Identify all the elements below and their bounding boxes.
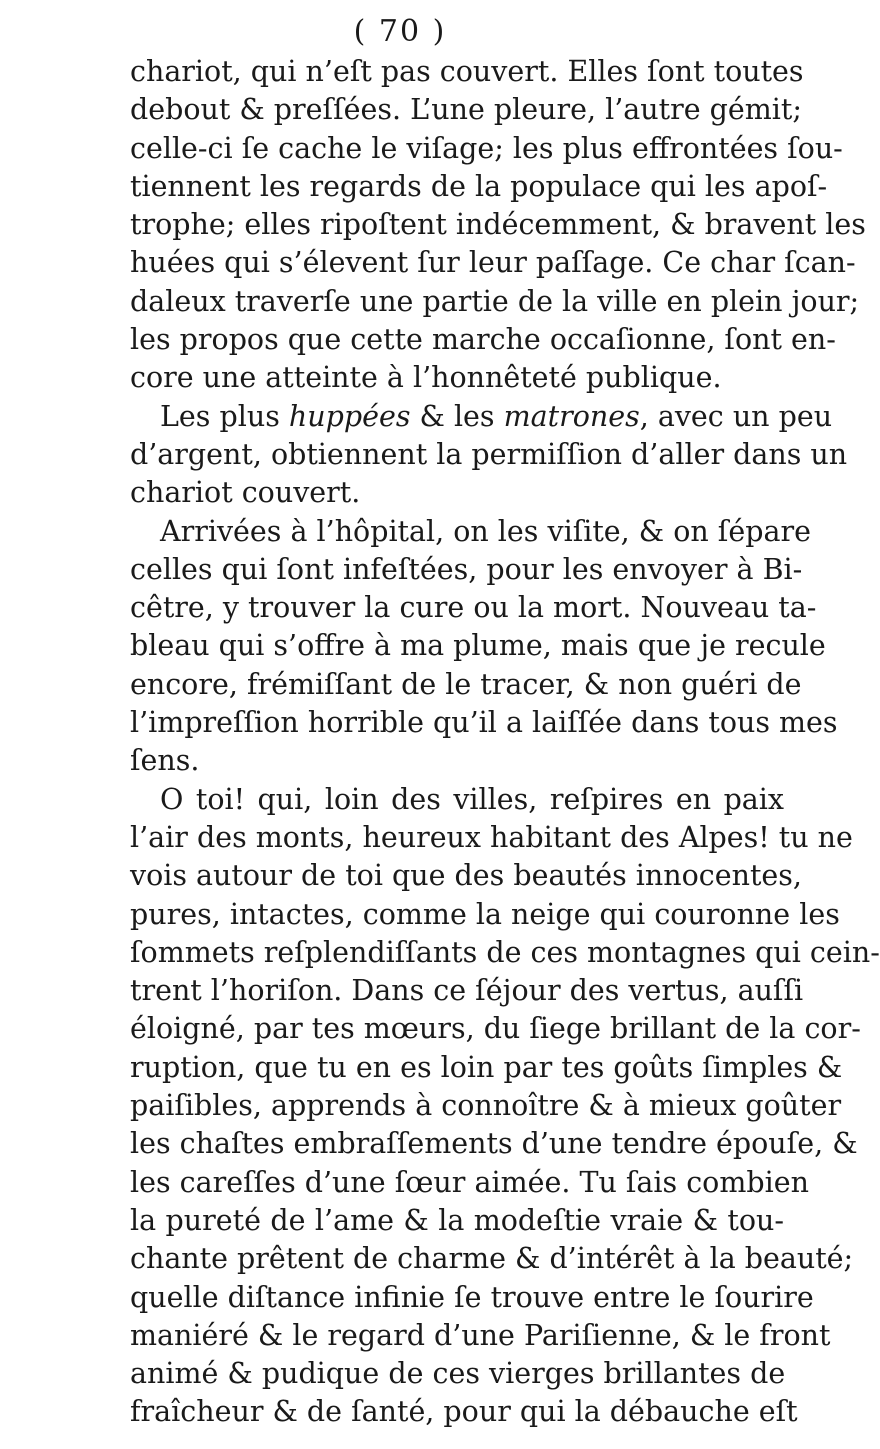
text-line: d’argent, obtiennent la permiſſion d’aller dans un xyxy=(130,437,848,471)
text-line: Arrivées à l’hôpital, on les viſite, & on ſépare xyxy=(160,514,811,548)
text-line: quelle diſtance infinie ſe trouve entre le ſourire xyxy=(130,1280,814,1314)
text-line: ruption, que tu en es loin par tes goûts ſimples & xyxy=(130,1050,843,1084)
text-line xyxy=(130,398,833,436)
text-line: huées qui s’élevent ſur leur paſſage. Ce char ſcan- xyxy=(130,246,856,280)
text-line: tiennent les regards de la populace qui les apoſ- xyxy=(130,169,828,203)
text-line: daleux traverſe une partie de la ville en plein jour; xyxy=(130,284,860,318)
text-line: vois autour de toi que des beautés innocentes, xyxy=(130,859,802,893)
text-line: celle-ci ſe cache le viſage; les plus effrontées ſou- xyxy=(130,131,843,165)
text-line: l’impreſſion horrible qu’il a laiſſée dans tous mes xyxy=(130,706,838,740)
text-line: éloigné, par tes mœurs, du ſiege brillant de la cor- xyxy=(130,1012,861,1046)
text-line: animé & pudique de ces vierges brillantes de xyxy=(130,1357,786,1391)
text-line: ſommets reſplendiſſants de ces montagnes qui cein- xyxy=(130,935,880,969)
italic-term: matrones xyxy=(503,399,640,433)
body-text xyxy=(130,53,880,1432)
text-line: trent l’horiſon. Dans ce ſéjour des vertus, auſſi xyxy=(130,974,804,1008)
text-line: maniéré & le regard d’une Pariſienne, & le front xyxy=(130,1318,831,1352)
text-line: les chaſtes embraſſements d’une tendre épouſe, & xyxy=(130,1127,858,1161)
text-line: encore, frémiſſant de le tracer, & non guéri de xyxy=(130,667,802,701)
italic-term: huppées xyxy=(288,399,411,433)
text-line: chariot, qui n’eſt pas couvert. Elles ſont toutes xyxy=(130,55,804,88)
text-line: chariot couvert. xyxy=(130,476,361,510)
text-line: cêtre, y trouver la cure ou la mort. Nouveau ta- xyxy=(130,591,817,625)
text-segment: & les xyxy=(410,399,504,433)
text-line: ſens. xyxy=(130,744,200,778)
text-line: chante prêtent de charme & d’intérêt à la beauté; xyxy=(130,1242,854,1276)
text-line: celles qui ſont infeſtées, pour les envoyer à Bi- xyxy=(130,552,803,586)
text-line: l’air des monts, heureux habitant des Alpes! tu ne xyxy=(130,820,853,854)
text-line: core une atteinte à l’honnêteté publique. xyxy=(130,361,722,395)
text-line: O toi! qui, loin des villes, reſpires en paix xyxy=(160,782,784,816)
text-line: les careſſes d’une ſœur aimée. Tu ſais combien xyxy=(130,1165,809,1199)
text-line: paiſibles, apprends à connoître & à mieux goûter xyxy=(130,1089,842,1123)
text-segment: , avec un peu xyxy=(639,399,833,433)
page-number: ( 70 ) xyxy=(353,14,447,49)
text-line: trophe; elles ripoſtent indécemment, & bravent les xyxy=(130,208,866,242)
text-line: les propos que cette marche occaſionne, ſont en- xyxy=(130,323,836,357)
text-line: la pureté de l’ame & la modeſtie vraie & tou- xyxy=(130,1203,784,1237)
text-line: fraîcheur & de ſanté, pour qui la débauche eſt xyxy=(130,1395,798,1429)
text-line: pures, intactes, comme la neige qui couronne les xyxy=(130,897,840,931)
text-line: bleau qui s’offre à ma plume, mais que je recule xyxy=(130,629,826,663)
text-line: debout & preſſées. L’une pleure, l’autre gémit; xyxy=(130,93,802,127)
text-segment: Les plus xyxy=(160,399,289,433)
